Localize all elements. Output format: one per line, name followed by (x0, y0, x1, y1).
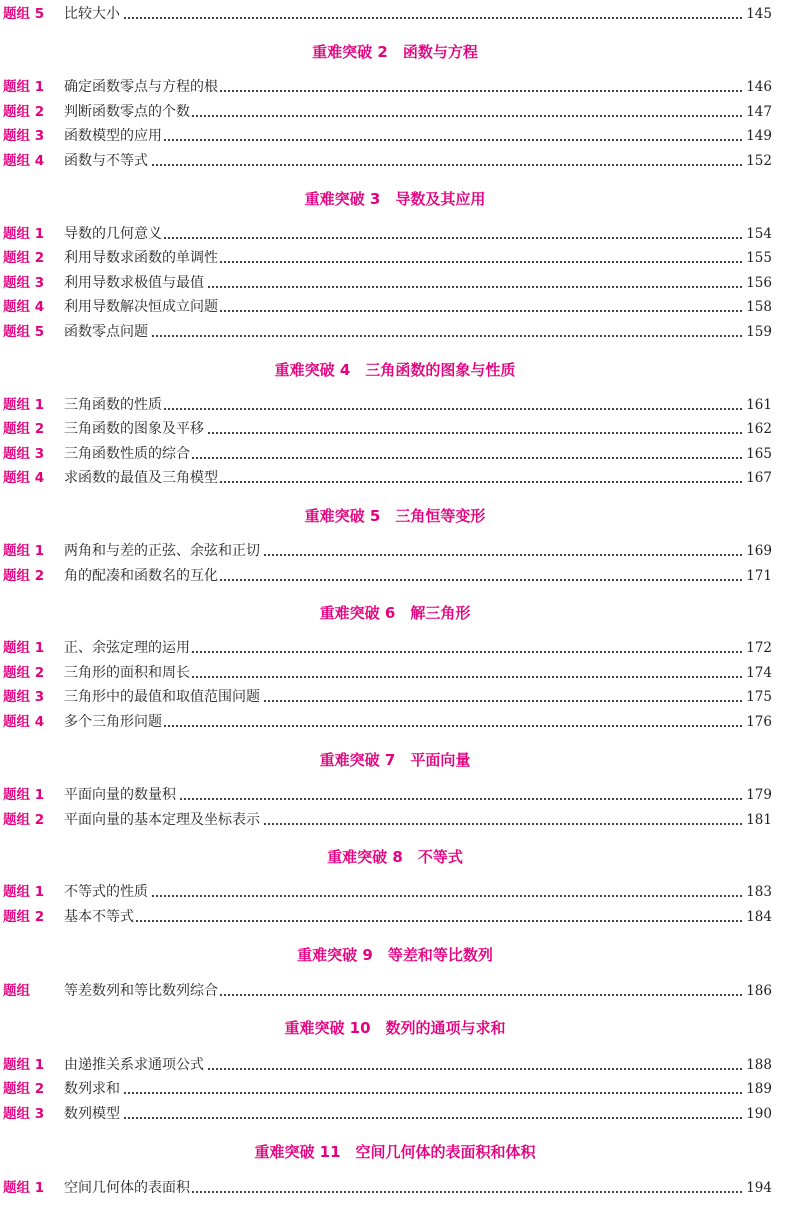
page-number: 149 (744, 125, 772, 147)
toc-entry[interactable] (0, 321, 790, 343)
toc-entry[interactable] (0, 394, 790, 416)
page-number: 147 (744, 101, 772, 123)
page-number: 174 (744, 662, 772, 684)
entry-label: 题组 1 (3, 640, 45, 656)
toc-entry[interactable] (0, 906, 790, 928)
section-heading: 重难突破 11 空间几何体的表面积和体积 (254, 1143, 536, 1161)
entry-label: 题组 1 (3, 397, 45, 413)
entry-title: 函数零点问题 (64, 321, 150, 343)
toc-entry[interactable] (0, 1177, 790, 1199)
page-number: 165 (744, 443, 772, 465)
toc-entry[interactable] (0, 565, 790, 587)
entry-label: 题组 2 (3, 568, 45, 584)
toc-entry[interactable] (0, 150, 790, 172)
entry-label: 题组 2 (3, 421, 45, 437)
entry-label: 题组 3 (3, 689, 45, 705)
entry-label: 题组 3 (3, 275, 45, 291)
dot-leader (64, 1092, 746, 1094)
section-heading: 重难突破 9 等差和等比数列 (297, 946, 493, 964)
toc-entry[interactable] (0, 637, 790, 659)
toc-entry[interactable] (0, 809, 790, 831)
toc-entry[interactable] (0, 881, 790, 903)
entry-label: 题组 1 (3, 884, 45, 900)
entry-title: 利用导数求函数的单调性 (64, 247, 220, 269)
dot-leader (64, 17, 746, 19)
dot-leader (64, 164, 746, 166)
entry-title: 平面向量的基本定理及坐标表示 (64, 809, 262, 831)
entry-title: 角的配凑和函数名的互化 (64, 565, 220, 587)
toc-entry[interactable] (0, 1078, 790, 1100)
dot-leader (64, 725, 746, 727)
entry-label: 题组 2 (3, 1081, 45, 1097)
section-heading: 重难突破 10 数列的通项与求和 (284, 1019, 506, 1037)
toc-entry[interactable] (0, 272, 790, 294)
entry-label: 题组 2 (3, 909, 45, 925)
entry-label: 题组 3 (3, 1106, 45, 1122)
toc-entry[interactable] (0, 418, 790, 440)
toc-entry[interactable] (0, 1054, 790, 1076)
dot-leader (64, 920, 746, 922)
toc-entry[interactable] (0, 76, 790, 98)
entry-label: 题组 1 (3, 1057, 45, 1073)
entry-title: 多个三角形问题 (64, 711, 164, 733)
entry-label: 题组 1 (3, 79, 45, 95)
entry-label: 题组 4 (3, 470, 45, 486)
toc-entry[interactable] (0, 223, 790, 245)
toc-entry[interactable] (0, 686, 790, 708)
entry-label: 题组 2 (3, 812, 45, 828)
entry-label: 题组 5 (3, 324, 45, 340)
entry-label: 题组 1 (3, 1180, 45, 1196)
dot-leader (64, 335, 746, 337)
page-number: 186 (744, 980, 772, 1002)
entry-label: 题组 (3, 983, 30, 999)
entry-label: 题组 2 (3, 104, 45, 120)
page-number: 190 (744, 1103, 772, 1125)
entry-title: 比较大小 (64, 3, 122, 25)
section-heading: 重难突破 8 不等式 (327, 848, 463, 866)
page-number: 156 (744, 272, 772, 294)
page-number: 152 (744, 150, 772, 172)
entry-title: 利用导数解决恒成立问题 (64, 296, 220, 318)
entry-label: 题组 2 (3, 250, 45, 266)
page-number: 176 (744, 711, 772, 733)
page-number: 159 (744, 321, 772, 343)
dot-leader (64, 139, 746, 141)
entry-title: 由递推关系求通项公式 (64, 1054, 206, 1076)
dot-leader (64, 1117, 746, 1119)
page-number: 162 (744, 418, 772, 440)
toc-entry[interactable] (0, 540, 790, 562)
entry-title: 导数的几何意义 (64, 223, 164, 245)
dot-leader (64, 895, 746, 897)
entry-title: 数列模型 (64, 1103, 122, 1125)
entry-title: 三角形的面积和周长 (64, 662, 192, 684)
entry-label: 题组 5 (3, 6, 45, 22)
page-number: 154 (744, 223, 772, 245)
entry-title: 三角形中的最值和取值范围问题 (64, 686, 262, 708)
entry-title: 三角函数的图象及平移 (64, 418, 206, 440)
entry-title: 数列求和 (64, 1078, 122, 1100)
entry-label: 题组 1 (3, 226, 45, 242)
entry-title: 确定函数零点与方程的根 (64, 76, 220, 98)
section-heading: 重难突破 7 平面向量 (319, 751, 471, 769)
toc-entry[interactable] (0, 296, 790, 318)
page-number: 184 (744, 906, 772, 928)
toc-entry[interactable] (0, 662, 790, 684)
entry-label: 题组 2 (3, 665, 45, 681)
toc-entry[interactable] (0, 467, 790, 489)
entry-label: 题组 3 (3, 446, 45, 462)
page-number: 155 (744, 247, 772, 269)
entry-label: 题组 1 (3, 543, 45, 559)
entry-label: 题组 3 (3, 128, 45, 144)
page-number: 179 (744, 784, 772, 806)
entry-title: 判断函数零点的个数 (64, 101, 192, 123)
entry-title: 三角函数的性质 (64, 394, 164, 416)
toc-entry[interactable] (0, 980, 790, 1002)
entry-title: 基本不等式 (64, 906, 136, 928)
entry-title: 等差数列和等比数列综合 (64, 980, 220, 1002)
entry-label: 题组 4 (3, 714, 45, 730)
entry-title: 正、余弦定理的运用 (64, 637, 192, 659)
page-number: 194 (744, 1177, 772, 1199)
entry-title: 函数与不等式 (64, 150, 150, 172)
section-heading: 重难突破 6 解三角形 (319, 604, 471, 622)
entry-label: 题组 4 (3, 153, 45, 169)
entry-title: 利用导数求极值与最值 (64, 272, 206, 294)
entry-title: 平面向量的数量积 (64, 784, 178, 806)
page-number: 183 (744, 881, 772, 903)
entry-label: 题组 1 (3, 787, 45, 803)
page-number: 167 (744, 467, 772, 489)
entry-title: 两角和与差的正弦、余弦和正切 (64, 540, 262, 562)
toc-entry[interactable] (0, 247, 790, 269)
toc-entry[interactable] (0, 101, 790, 123)
section-heading: 重难突破 4 三角函数的图象与性质 (274, 361, 516, 379)
entry-title: 函数模型的应用 (64, 125, 164, 147)
toc-entry[interactable] (0, 3, 790, 25)
entry-title: 求函数的最值及三角模型 (64, 467, 220, 489)
dot-leader (64, 237, 746, 239)
toc-entry[interactable] (0, 125, 790, 147)
page-number: 145 (744, 3, 772, 25)
page-number: 175 (744, 686, 772, 708)
dot-leader (64, 408, 746, 410)
page-number: 169 (744, 540, 772, 562)
page-number: 188 (744, 1054, 772, 1076)
section-heading: 重难突破 3 导数及其应用 (304, 190, 486, 208)
toc-entry[interactable] (0, 711, 790, 733)
page-number: 189 (744, 1078, 772, 1100)
section-heading: 重难突破 2 函数与方程 (312, 43, 478, 61)
page-number: 181 (744, 809, 772, 831)
page-number: 146 (744, 76, 772, 98)
page-number: 161 (744, 394, 772, 416)
toc-entry[interactable] (0, 443, 790, 465)
toc-entry[interactable] (0, 784, 790, 806)
page-number: 172 (744, 637, 772, 659)
section-heading: 重难突破 5 三角恒等变形 (304, 507, 486, 525)
page-number: 171 (744, 565, 772, 587)
entry-title: 不等式的性质 (64, 881, 150, 903)
toc-entry[interactable] (0, 1103, 790, 1125)
entry-title: 三角函数性质的综合 (64, 443, 192, 465)
entry-title: 空间几何体的表面积 (64, 1177, 192, 1199)
page-number: 158 (744, 296, 772, 318)
entry-label: 题组 4 (3, 299, 45, 315)
